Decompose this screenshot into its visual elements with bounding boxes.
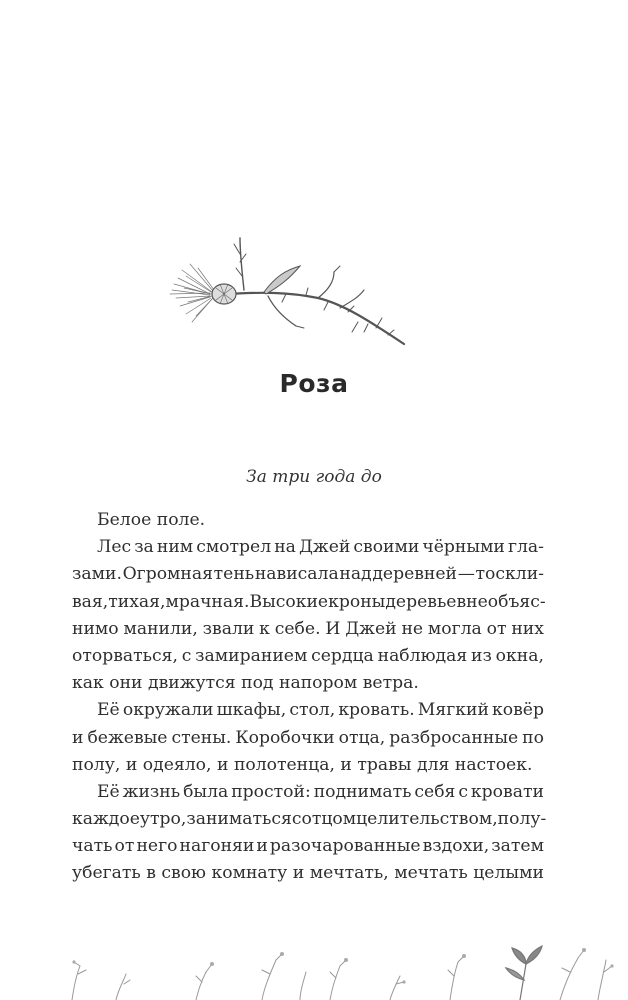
word: и: [340, 754, 352, 775]
word: Белое: [97, 510, 152, 530]
word: к: [259, 618, 270, 639]
word: нависала: [254, 564, 339, 585]
word: кровать.: [338, 700, 415, 721]
word: стол,: [289, 700, 336, 721]
word: гла-: [507, 537, 544, 558]
word: тень: [213, 564, 255, 585]
word: они: [109, 673, 143, 694]
word: каждое: [72, 809, 140, 830]
word: наблюдая: [377, 645, 468, 666]
word: поле.: [156, 510, 206, 530]
word: комнату: [211, 863, 288, 884]
thistle-ornament-icon: [168, 232, 408, 350]
text-line: [72, 833, 544, 860]
word: была: [183, 781, 229, 802]
word: разбросанные: [389, 727, 519, 748]
word: отцом: [301, 809, 357, 830]
word: от: [114, 836, 135, 857]
word: Высокие: [249, 591, 329, 612]
word: за: [134, 537, 154, 558]
word: Мягкий: [417, 700, 489, 721]
text-line: [72, 589, 544, 616]
word: нимо: [72, 618, 119, 639]
word: деревней: [372, 564, 458, 585]
word: Её: [97, 700, 120, 721]
word: разочарованные: [269, 836, 421, 857]
word: вая,: [72, 591, 109, 612]
word: под: [241, 673, 274, 694]
word: ковёр: [492, 700, 544, 721]
word: и: [216, 754, 229, 775]
word: движутся: [148, 673, 236, 694]
word: Её: [97, 781, 120, 802]
word: Джей: [298, 537, 351, 558]
word: целыми: [473, 863, 544, 884]
word: полотенца,: [233, 754, 335, 775]
word: травы: [357, 754, 412, 775]
word: заниматься: [186, 809, 292, 830]
word: нагоняи: [179, 836, 255, 857]
word: оторваться,: [72, 645, 178, 666]
word: и: [125, 754, 138, 775]
word: над: [339, 564, 372, 585]
word: полу-: [497, 809, 547, 830]
word: затем: [491, 836, 544, 857]
text-line: [72, 752, 544, 779]
word: мечтать: [394, 863, 468, 884]
word: стены.: [171, 727, 232, 748]
text-line: [72, 561, 544, 588]
word: жизнь: [122, 781, 181, 802]
word: в: [146, 863, 156, 884]
word: из: [471, 645, 492, 666]
word: чать: [72, 836, 113, 857]
word: не: [401, 618, 424, 639]
word: вздохи,: [422, 836, 490, 857]
word: Джей: [345, 618, 397, 639]
word: и: [292, 863, 305, 884]
text-line: [72, 643, 544, 670]
word: могла: [427, 618, 482, 639]
word: поднимать: [313, 781, 412, 802]
word: своими: [353, 537, 420, 558]
word: деревьев: [385, 591, 467, 612]
word: для: [417, 754, 450, 775]
text-line: [72, 507, 544, 534]
word: окружали: [122, 700, 214, 721]
word: по: [522, 727, 544, 748]
word: кроны: [328, 591, 386, 612]
word: и: [72, 727, 84, 748]
word: зами.: [72, 564, 122, 585]
word: простой:: [231, 781, 311, 802]
word: Огромная: [122, 564, 213, 585]
word: утро,: [139, 809, 187, 830]
word: бежевые: [87, 727, 168, 748]
text-line: [72, 806, 547, 833]
word: себя: [414, 781, 456, 802]
chapter-epigraph: За три года до: [246, 467, 382, 487]
word: мечтать,: [309, 863, 389, 884]
body-text: [72, 507, 547, 888]
word: с: [458, 781, 468, 802]
word: звали: [202, 618, 255, 639]
word: и: [256, 836, 268, 857]
word: окна,: [495, 645, 544, 666]
word: шкафы,: [216, 700, 287, 721]
chapter-title: Роза: [279, 369, 349, 398]
text-line: [72, 534, 544, 561]
meadow-grass-icon: [0, 900, 628, 1000]
word: тоскли-: [475, 564, 544, 585]
word: как: [72, 673, 104, 694]
word: напором: [279, 673, 358, 694]
word: необъяс-: [466, 591, 546, 612]
text-line: [72, 616, 544, 643]
word: кровати: [470, 781, 544, 802]
word: —: [457, 564, 475, 585]
word: замиранием: [195, 645, 308, 666]
word: свою: [161, 863, 207, 884]
word: убегать: [72, 863, 141, 884]
word: смотрел: [196, 537, 272, 558]
text-line: [72, 860, 544, 887]
word: тихая,: [108, 591, 166, 612]
word: с: [181, 645, 192, 666]
word: них: [511, 618, 544, 639]
word: целительством,: [356, 809, 498, 830]
word: ним: [156, 537, 194, 558]
word: него: [136, 836, 178, 857]
word: Коробочки: [235, 727, 335, 748]
word: одеяло,: [142, 754, 212, 775]
word: себе.: [274, 618, 321, 639]
word: манили,: [123, 618, 198, 639]
word: настоек.: [454, 754, 533, 775]
word: отца,: [338, 727, 386, 748]
word: на: [274, 537, 296, 558]
word: сердца: [311, 645, 374, 666]
word: чёрными: [422, 537, 505, 558]
word: мрачная.: [165, 591, 250, 612]
word: И: [325, 618, 341, 639]
text-line: [72, 725, 544, 752]
word: с: [291, 809, 302, 830]
word: от: [486, 618, 507, 639]
word: полу,: [72, 754, 121, 775]
word: ветра.: [362, 673, 419, 694]
text-line: [72, 697, 544, 724]
text-line: [72, 779, 544, 806]
word: Лес: [97, 537, 132, 558]
text-line: [72, 670, 544, 697]
